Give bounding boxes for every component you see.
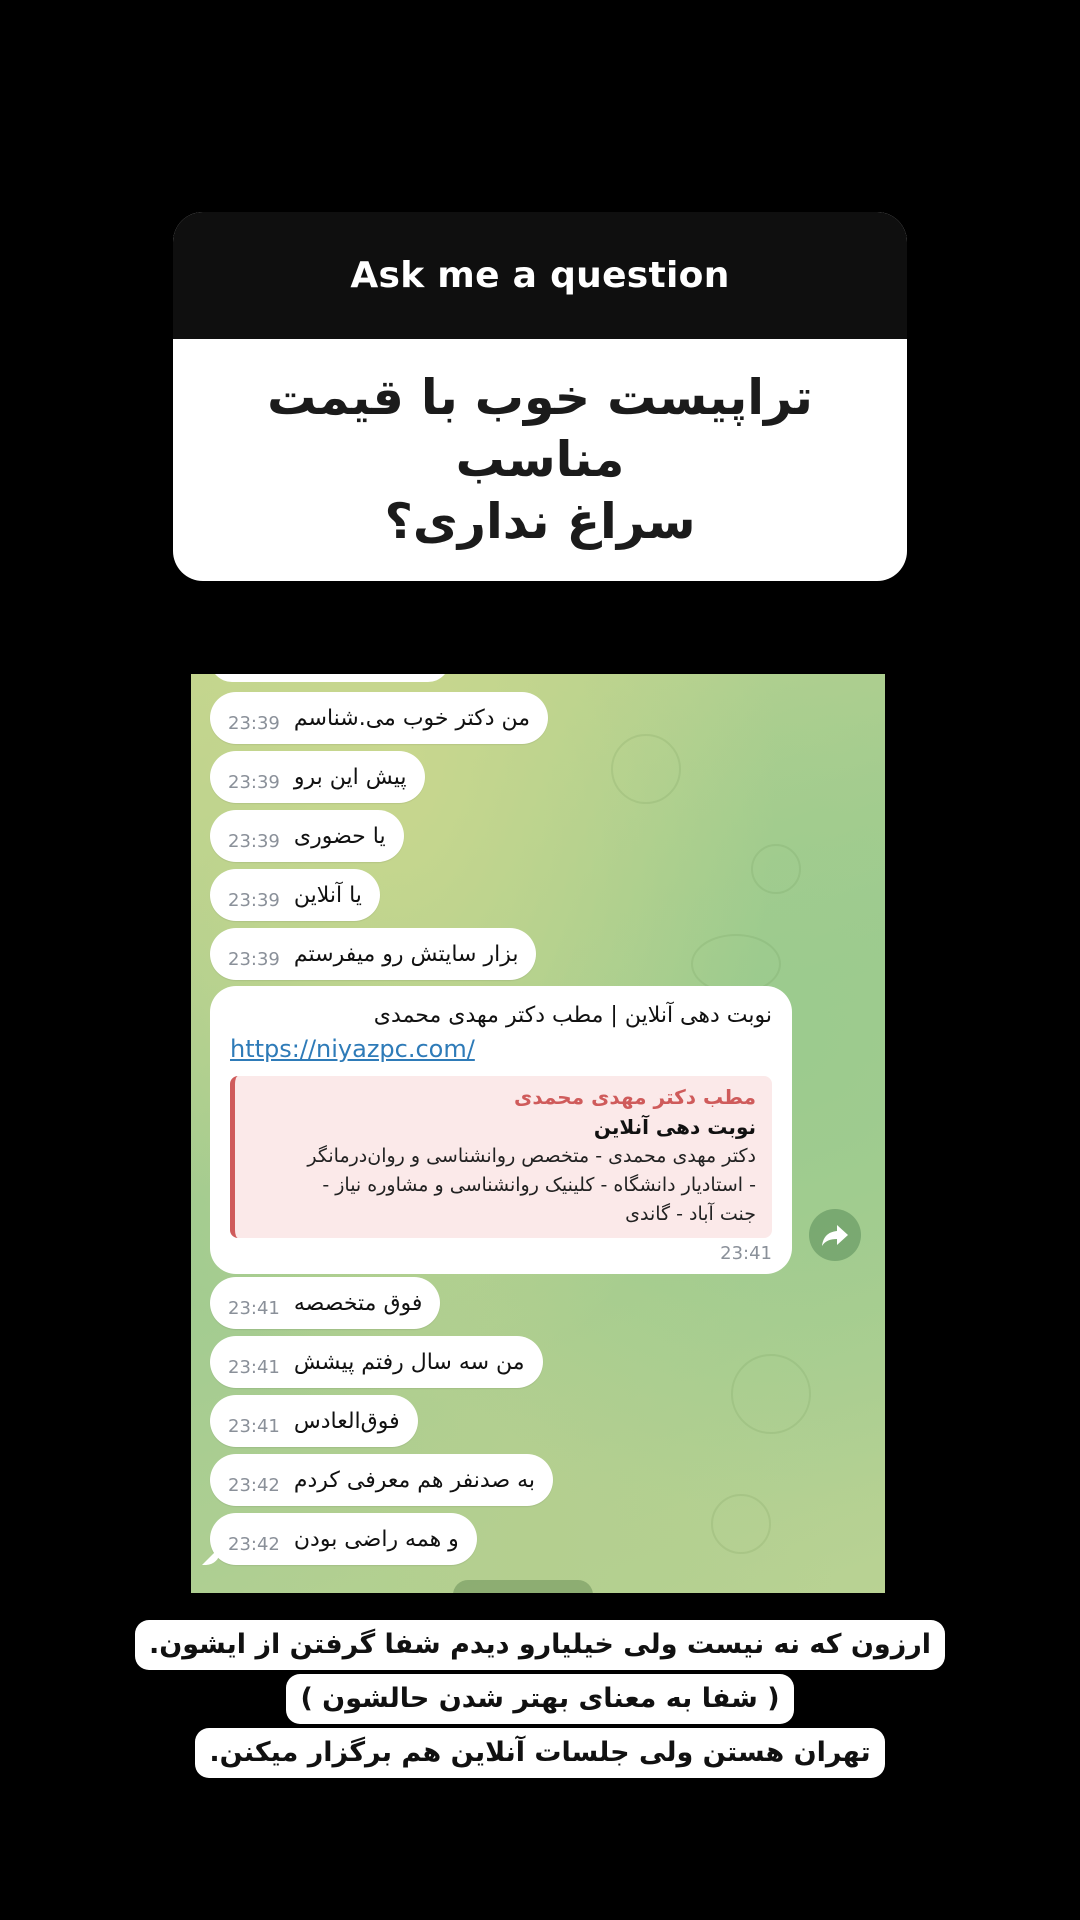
link-preview-description-3: جنت آباد - گاندی: [625, 1203, 756, 1225]
caption-line-2: ( شفا به معنای بهتر شدن حالشون ): [286, 1674, 793, 1724]
message-text: و همه راضی بودن: [293, 1526, 459, 1552]
question-sticker-header: Ask me a question: [173, 212, 907, 339]
date-pill: [453, 1580, 593, 1593]
message-bubble[interactable]: [210, 1277, 440, 1329]
message-text: پیش این برو: [293, 764, 407, 790]
message-time: 23:39: [228, 830, 280, 852]
message-time: 23:42: [228, 1533, 280, 1555]
message-time: 23:39: [228, 948, 280, 970]
message-time: 23:42: [228, 1474, 280, 1496]
message-text: فوق متخصصه: [293, 1290, 423, 1316]
message-text: من دکتر خوب می.شناسم: [293, 705, 531, 731]
link-preview-description-1: دکتر مهدی محمدی - متخصص روانشناسی و روان‌درمانگر: [307, 1145, 756, 1167]
background-doodle: [731, 1354, 811, 1434]
link-preview-title: نوبت دهی آنلاین: [593, 1115, 756, 1139]
share-button[interactable]: [809, 1209, 861, 1261]
message-text: یا حضوری: [293, 823, 386, 849]
message-time: 23:41: [228, 1356, 280, 1378]
story-caption: [0, 1620, 1080, 1778]
caption-line-3: تهران هستن ولی جلسات آنلاین هم برگزار میکنن.: [195, 1728, 884, 1778]
message-text: فوق‌العادس: [293, 1408, 400, 1434]
question-text: [173, 339, 907, 581]
background-doodle: [711, 1494, 771, 1554]
link-preview-site: مطب دکتر مهدی محمدی: [514, 1085, 756, 1109]
chat-screenshot: [191, 674, 885, 1593]
message-bubble[interactable]: [210, 810, 404, 862]
message-time: 23:39: [228, 712, 280, 734]
background-doodle: [691, 934, 781, 994]
message-time: 23:39: [228, 889, 280, 911]
message-time: 23:41: [720, 1243, 772, 1264]
message-time: 23:39: [228, 771, 280, 793]
message-bubble[interactable]: [210, 1336, 543, 1388]
message-bubble[interactable]: [210, 869, 380, 921]
background-doodle: [751, 844, 801, 894]
message-bubble[interactable]: [210, 928, 536, 980]
message-bubble[interactable]: [210, 1395, 418, 1447]
link-message-bubble[interactable]: [210, 986, 792, 1274]
message-text: یا آنلاین: [293, 882, 362, 908]
question-sticker: [173, 212, 907, 581]
question-line-2: سراغ نداری؟: [384, 493, 696, 550]
link-preview-card[interactable]: [230, 1076, 772, 1238]
message-bubble[interactable]: [210, 692, 548, 744]
message-bubble[interactable]: [210, 751, 425, 803]
question-line-1: تراپیست خوب با قیمت مناسب: [267, 369, 813, 488]
message-text: به صدنفر هم معرفی کردم: [293, 1467, 536, 1493]
link-preview-description-2: - استادیار دانشگاه - کلینیک روانشناسی و مشاوره نیاز -: [322, 1174, 756, 1196]
message-time: 23:41: [228, 1415, 280, 1437]
link-url[interactable]: https://niyazpc.com/: [230, 1035, 475, 1063]
message-text: بزار سایتش رو میفرستم: [293, 941, 519, 967]
message-bubble[interactable]: [210, 1454, 553, 1506]
caption-line-1: ارزون که نه نیست ولی خیلیارو دیدم شفا گرفتن از ایشون.: [135, 1620, 945, 1670]
link-message-title: نوبت دهی آنلاین | مطب دکتر مهدی محمدی: [373, 1003, 772, 1028]
cut-off-message-bubble: [210, 674, 450, 682]
message-bubble[interactable]: [210, 1513, 477, 1565]
share-arrow-icon: [821, 1223, 849, 1247]
message-time: 23:41: [228, 1297, 280, 1319]
message-text: من سه سال رفتم پیشش: [293, 1349, 525, 1375]
background-doodle: [611, 734, 681, 804]
